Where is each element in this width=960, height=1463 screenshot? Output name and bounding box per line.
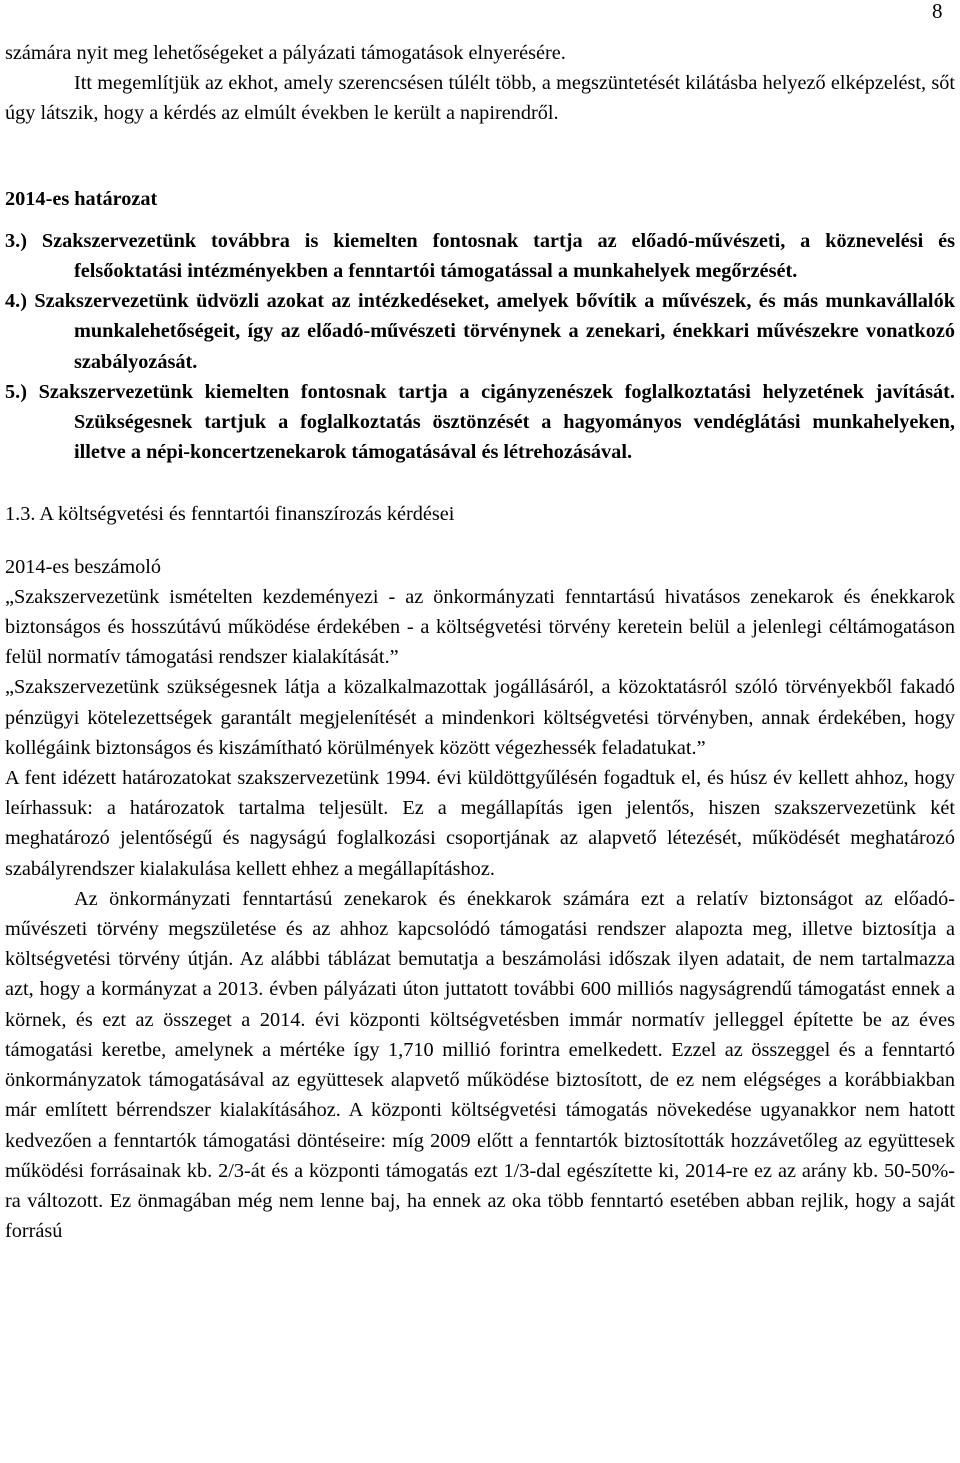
item-text: Szakszervezetünk továbbra is kiemelten fontosnak tartja az előadó-művészeti, a köznevelési és felsőoktatási intézményekben a fenntartói támogatással a munkahelyek megőrzését.	[41, 229, 955, 283]
item-text: Szakszervezetünk üdvözli azokat az intézkedéseket, amelyek bővítik a művészek, és más munkavállalók munkalehetőségeit, így az előadó-művészeti törvénynek a zenekari, énekkari művészekre vonatkozó szabályozását.	[34, 290, 955, 373]
section-number: 1.3.	[5, 503, 36, 526]
report-paragraph-1: A fent idézett határozatokat szakszervezetünk 1994. évi küldöttgyűlésén fogadtuk el, és húsz év kellett ahhoz, hogy leírhassuk: a határozatok tartalma teljesült. Ez a megállapítás igen jelentős, hiszen szakszervezetünk két meghatározó jelentőségű és nagyságú foglalkozási csoportjának az alapvető létezését, működését meghatározó szabályrendszer kialakulása kellett ehhez a megállapításhoz.	[5, 767, 955, 880]
section-heading	[5, 499, 955, 529]
section-title: A költségvetési és fenntartói finanszírozás kérdései	[39, 503, 455, 526]
intro-continuation: számára nyit meg lehetőségeket a pályázati támogatások elnyerésére.	[5, 42, 566, 64]
resolution-item-3	[5, 226, 955, 286]
report-quote-2: „Szakszervezetünk szükségesnek látja a közalkalmazottak jogállásáról, a közoktatásról szóló törvényekből fakadó pénzügyi kötelezettségek garantált megjelenítését a mindenkori költségvetési törvényben, annak érdekében, hogy kollégáink biztonságos és kiszámítható körülmények között végezhessék feladatukat.”	[5, 676, 955, 759]
item-text: Szakszervezetünk kiemelten fontosnak tartja a cigányzenészek foglalkoztatási helyzetének javítását. Szükségesnek tartjuk a foglalkoztatás ösztönzését a hagyományos vendéglátási munkahelyeken, illetve a népi-koncertzenekarok támogatásával és létrehozásával.	[38, 380, 955, 464]
report-quote-1: „Szakszervezetünk ismételten kezdeményezi - az önkormányzati fenntartású hivatásos zenekarok és énekkarok biztonságos és hosszútávú működése érdekében - a költségvetési törvény keretein belül a jelenlegi céltámogatáson felül normatív támogatási rendszer kialakítását.”	[5, 585, 955, 669]
report-paragraph-2: Az önkormányzati fenntartású zenekarok és énekkarok számára ezt a relatív biztonságot az előadó-művészeti törvény megszületése és az ahhoz kapcsolódó támogatási rendszer alapozta meg, illetve biztosítja a költségvetési törvény útján. Az alábbi táblázat bemutatja a beszámolási időszak ilyen adatait, de nem tartalmazza azt, hogy a kormányzat a 2013. évben pályázati úton juttatott további 600 milliós nagyságrendű támogatást ennek a körnek, és ezt az összeget a 2014. évi központi költségvetésben immár normatív jelleggel építette be az éves támogatási keretbe, amelynek a mértéke így 1,710 millió forintra emelkedett. Ezzel az összeggel és a fenntartó önkormányzatok támogatásával az együttesek alapvető működése biztosított, de ez nem elégséges a korábbiakban már említett bérrendszer kialakításához. A központi költségvetési támogatás növekedése ugyanakkor nem hatott kedvezően a fenntartók támogatási döntéseire: míg 2009 előtt a fenntartók biztosították hozzávetőleg az együttesek működési forrásainak kb. 2/3-át és a központi támogatás ezt 1/3-dal egészítette ki, 2014-re ez az arány kb. 50-50%-ra változott. Ez önmagában még nem lenne baj, ha ennek az oka több fenntartó esetében abban rejlik, hogy a saját forrású	[5, 887, 955, 1243]
page-number: 8	[932, 0, 943, 23]
item-number: 4.)	[5, 290, 35, 313]
resolution-item-5	[5, 377, 955, 468]
intro-paragraph: Itt megemlítjük az ekhot, amely szerencsésen túlélt több, a megszüntetését kilátásba helyező elképzelést, sőt úgy látszik, hogy a kérdés az elmúlt években le került a napirendről.	[5, 72, 955, 125]
item-number: 3.)	[5, 229, 42, 252]
document-body	[5, 38, 955, 1246]
item-number: 5.)	[5, 380, 39, 403]
resolution-item-4	[5, 286, 955, 377]
report-heading: 2014-es beszámoló	[5, 555, 162, 578]
resolution-heading: 2014-es határozat	[5, 187, 158, 210]
